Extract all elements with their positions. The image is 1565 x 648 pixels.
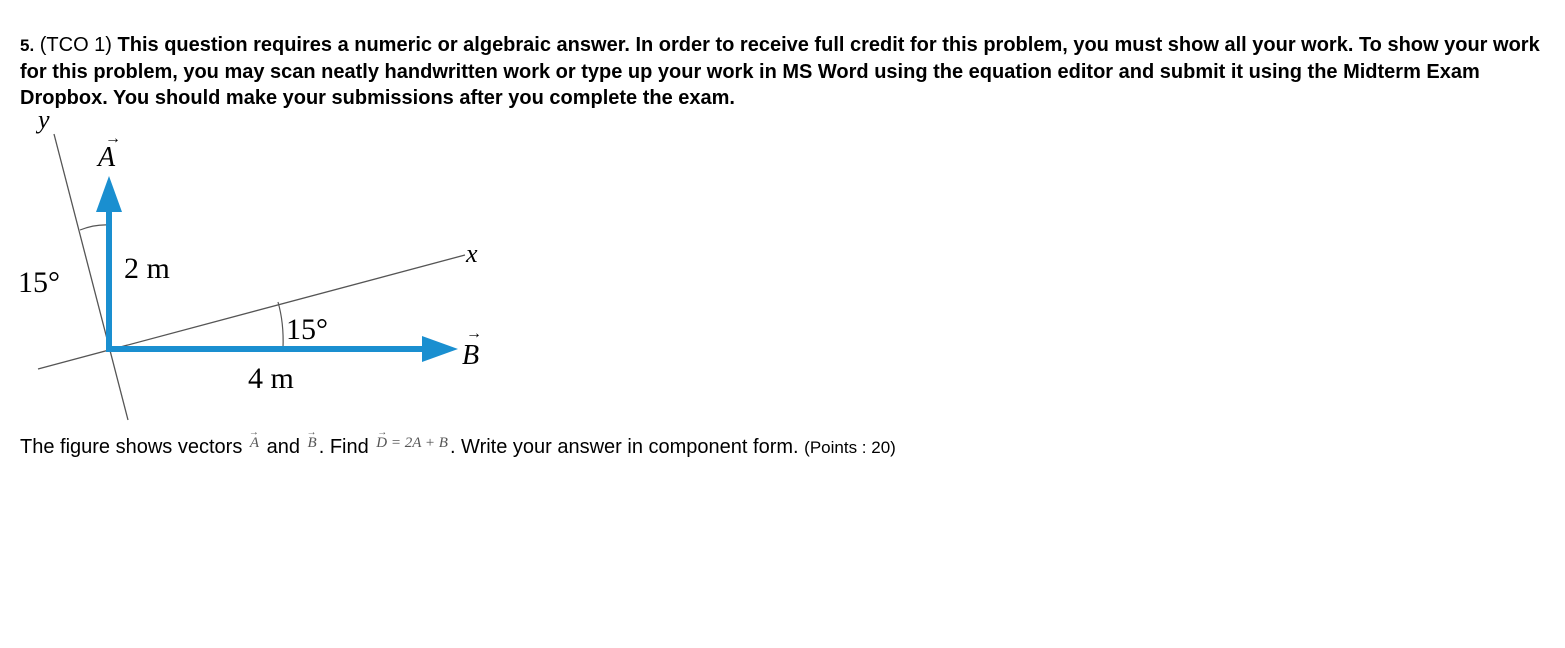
question-tco: (TCO 1) bbox=[39, 34, 112, 56]
y-axis-line bbox=[54, 134, 128, 420]
vector-b-head bbox=[422, 336, 458, 362]
vector-b-shaft bbox=[106, 346, 426, 352]
x-axis-label: x bbox=[466, 239, 478, 268]
inline-vector-a: → A bbox=[248, 430, 261, 456]
inline-vector-d: → D bbox=[376, 430, 387, 456]
points-label: (Points : 20) bbox=[804, 438, 896, 457]
question-number: 5. bbox=[20, 36, 35, 55]
prompt-find: . Find bbox=[318, 436, 375, 458]
vector-b-label: B bbox=[462, 340, 480, 371]
inline-vector-b: → B bbox=[306, 430, 319, 456]
angle-bottom-label: 15° bbox=[286, 313, 328, 346]
angle-arc-bottom bbox=[278, 302, 283, 348]
vector-b-arrow-glyph: → bbox=[466, 325, 482, 342]
vector-a-label-group bbox=[96, 130, 121, 173]
inline-equation bbox=[374, 435, 450, 451]
vector-a-shaft bbox=[106, 208, 112, 351]
vector-a-magnitude: 2 m bbox=[124, 252, 170, 285]
angle-arc-left bbox=[80, 225, 110, 230]
prompt-and: and bbox=[261, 436, 306, 458]
vector-figure bbox=[10, 108, 520, 433]
vector-a-label: A bbox=[98, 142, 116, 173]
vector-b-label-group bbox=[462, 325, 482, 371]
prompt-intro: The figure shows vectors bbox=[20, 436, 248, 458]
inline-equation-rest: = 2A + B bbox=[387, 435, 448, 451]
prompt-outro: . Write your answer in component form. bbox=[449, 436, 805, 458]
question-prompt bbox=[20, 434, 896, 462]
vector-a-head bbox=[96, 176, 122, 212]
vector-a-arrow-glyph: → bbox=[105, 130, 121, 147]
question-text bbox=[20, 32, 1555, 111]
vector-diagram bbox=[10, 108, 520, 433]
angle-left-label: 15° bbox=[18, 266, 60, 299]
question-instructions: This question requires a numeric or algebraic answer. In order to receive full credit for this problem, you must show all your work. To show your work for this problem, you may scan neatly handwritten work or type up your work in MS Word using the equation editor and submit it using the Midterm Exam Dropbox. You should make your submissions after you complete the exam. bbox=[20, 34, 1540, 109]
y-axis-label: y bbox=[38, 108, 50, 134]
vector-b-magnitude: 4 m bbox=[248, 362, 294, 395]
